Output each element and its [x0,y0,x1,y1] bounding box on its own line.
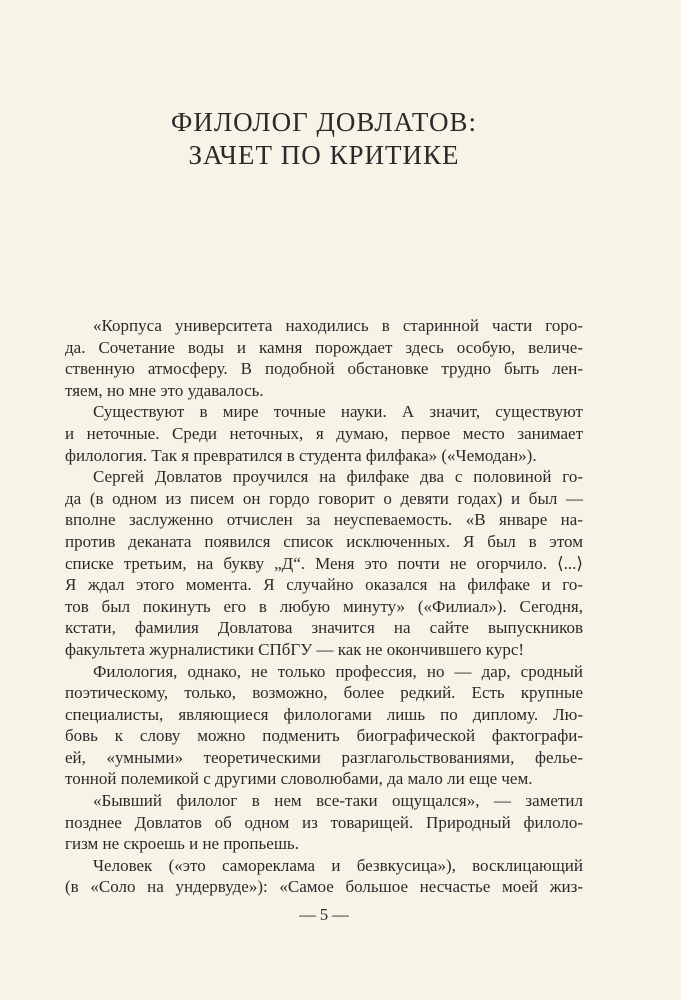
body-text [65,315,583,898]
page-number: — 5 — [299,905,349,924]
text-line: «Бывший филолог в нем все-таки ощущался», — заметил [93,791,583,811]
text-line: специалисты, являющиеся филологами лишь по диплому. Лю- [65,704,583,724]
text-line: Я ждал этого момента. Я случайно оказался на филфаке и го- [65,575,583,595]
chapter-title-line2: ЗАЧЕТ ПО КРИТИКЕ [188,140,460,170]
paragraph [65,401,583,466]
text-line: поэтическому, только, возможно, более редкий. Есть крупные [65,683,583,703]
text-line: ей, «умными» теоретическими разглагольствованиями, фелье- [65,747,583,767]
chapter-title-line1: ФИЛОЛОГ ДОВЛАТОВ: [171,107,477,137]
text-line: кстати, фамилия Довлатова значится на сайте выпускников [65,618,583,638]
text-line: Сергей Довлатов проучился на филфаке два с половиной го- [93,467,583,487]
text-line: бовь к слову можно подменить биографической фактографи- [65,726,583,746]
text-line: (в «Соло на ундервуде»): «Самое большое несчастье моей жиз- [65,877,583,897]
text-line: ственную атмосферу. В подобной обстановке трудно быть лен- [65,359,583,379]
paragraph [65,315,583,401]
text-line: Человек («это самореклама и безвкусица»), восклицающий [93,855,583,875]
paragraph [65,466,583,660]
paragraph [65,790,583,855]
text-line: списке третьим, на букву „Д“. Меня это почти не огорчило. ⟨...⟩ [65,553,583,573]
text-line: гизм не скроешь и не пропьешь. [65,834,299,854]
text-line: факультета журналистики СПбГУ — как не окончившего курс! [65,639,525,659]
chapter-title [65,106,583,172]
text-line: Существуют в мире точные науки. А значит, существуют [93,402,583,422]
text-line: да. Сочетание воды и камня порождает здесь особую, величе- [65,337,583,357]
text-line: и неточные. Среди неточных, я думаю, первое место занимает [65,423,583,443]
text-line: Филология, однако, не только профессия, но — дар, сродный [93,661,583,681]
text-line: позднее Довлатов об одном из товарищей. Природный филоло- [65,812,583,832]
text-line: вполне заслуженно отчислен за неуспеваемость. «В январе на- [65,510,583,530]
text-line: против деканата появился список исключенных. Я был в этом [65,531,583,551]
paragraph [65,661,583,791]
text-line: тонной полемикой с другими словолюбами, да мало ли еще чем. [65,769,533,789]
text-line: филология. Так я превратился в студента филфака» («Чемодан»). [65,445,537,465]
text-line: тов был покинуть его в любую минуту» («Филиал»). Сегодня, [65,596,583,616]
text-line: да (в одном из писем он гордо говорит о девяти годах) и был — [65,488,583,508]
text-line: «Корпуса университета находились в старинной части горо- [93,316,583,335]
paragraph [65,855,583,898]
text-line: тяем, но мне это удавалось. [65,380,264,400]
